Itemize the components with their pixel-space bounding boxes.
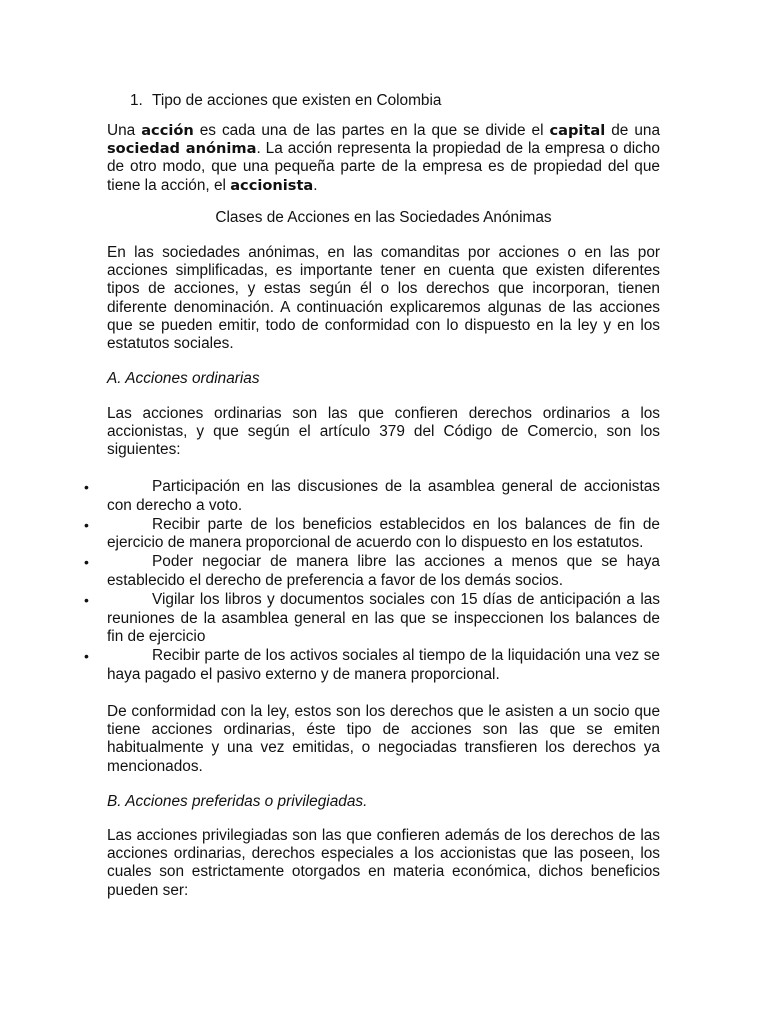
heading-text: Tipo de acciones que existen en Colombia bbox=[152, 92, 442, 109]
paragraph-conformidad: De conformidad con la ley, estos son los derechos que le asisten a un socio que tiene acciones ordinarias, éste tipo de acciones son las que se emiten habitualmente y una vez emitidas, o negociadas transfieren los derechos ya mencionados. bbox=[107, 703, 660, 775]
paragraph-privilegiadas: Las acciones privilegiadas son las que confieren además de los derechos de las acciones ordinarias, derechos especiales a los accionistas que las poseen, los cuales son estrictamente otorgados en materia económica, dichos beneficios pueden ser: bbox=[107, 827, 660, 899]
term-accionista: accionista bbox=[230, 176, 314, 194]
list-item bbox=[84, 515, 660, 554]
subheading-ordinarias: A. Acciones ordinarias bbox=[107, 370, 260, 387]
list-item-text: Vigilar los libros y documentos sociales con 15 días de anticipación a las reuniones de la asamblea general en las que se inspeccionen los balances de fin de ejercicio bbox=[107, 590, 660, 646]
bullet-icon: • bbox=[84, 479, 89, 495]
list-item bbox=[84, 590, 660, 647]
list-item-text: Participación en las discusiones de la asamblea general de accionistas con derecho a voto. bbox=[107, 478, 660, 514]
bullet-icon: • bbox=[84, 554, 89, 571]
bullet-icon: • bbox=[84, 648, 89, 665]
numbered-heading bbox=[130, 92, 441, 110]
list-item-text: Recibir parte de los activos sociales al tiempo de la liquidación una vez se haya pagado el pasivo externo y de manera proporcional. bbox=[107, 647, 660, 683]
term-sociedad-anonima: sociedad anónima bbox=[107, 140, 257, 158]
intro-paragraph bbox=[107, 122, 660, 195]
bullet-icon: • bbox=[84, 516, 89, 533]
list-item bbox=[84, 647, 660, 685]
bullet-icon: • bbox=[84, 591, 89, 608]
subheading-privilegiadas: B. Acciones preferidas o privilegiadas. bbox=[107, 793, 368, 810]
list-item bbox=[84, 478, 660, 516]
intro-text-1: Una bbox=[107, 122, 142, 139]
list-item bbox=[84, 553, 660, 591]
intro-text-2: es cada una de las partes en la que se divide el bbox=[193, 122, 550, 139]
paragraph-sociedades: En las sociedades anónimas, en las comanditas por acciones o en las por acciones simplificadas, es importante tener en cuenta que existen diferentes tipos de acciones, y estas según él o los derechos que incorporan, tienen diferente denominación. A continuación explicaremos algunas de las acciones que se pueden emitir, todo de conformidad con lo dispuesto en la ley y en los estatutos sociales. bbox=[107, 244, 660, 353]
term-accion: acción bbox=[141, 122, 194, 139]
intro-text-4: . La acción representa la propiedad de la empresa o dicho de otro modo, que una pequeña parte de la empresa es de propiedad del que tiene la acción, el bbox=[107, 140, 660, 194]
term-capital: capital bbox=[549, 122, 606, 139]
intro-text-5: . bbox=[313, 176, 318, 194]
list-item-text: Recibir parte de los beneficios establecidos en los balances de fin de ejercicio de manera proporcional de acuerdo con lo dispuesto en los estatutos. bbox=[107, 515, 660, 552]
paragraph-ordinarias: Las acciones ordinarias son las que confieren derechos ordinarios a los accionistas, y que según el artículo 379 del Código de Comercio, son los siguientes: bbox=[107, 405, 660, 459]
rights-list bbox=[0, 478, 768, 685]
list-item-text: Poder negociar de manera libre las acciones a menos que se haya establecido el derecho de preferencia a favor de los demás socios. bbox=[107, 553, 660, 589]
heading-number: 1. bbox=[130, 92, 143, 109]
section-title: Clases de Acciones en las Sociedades Anónimas bbox=[215, 209, 552, 226]
intro-text-3: de una bbox=[605, 122, 661, 139]
